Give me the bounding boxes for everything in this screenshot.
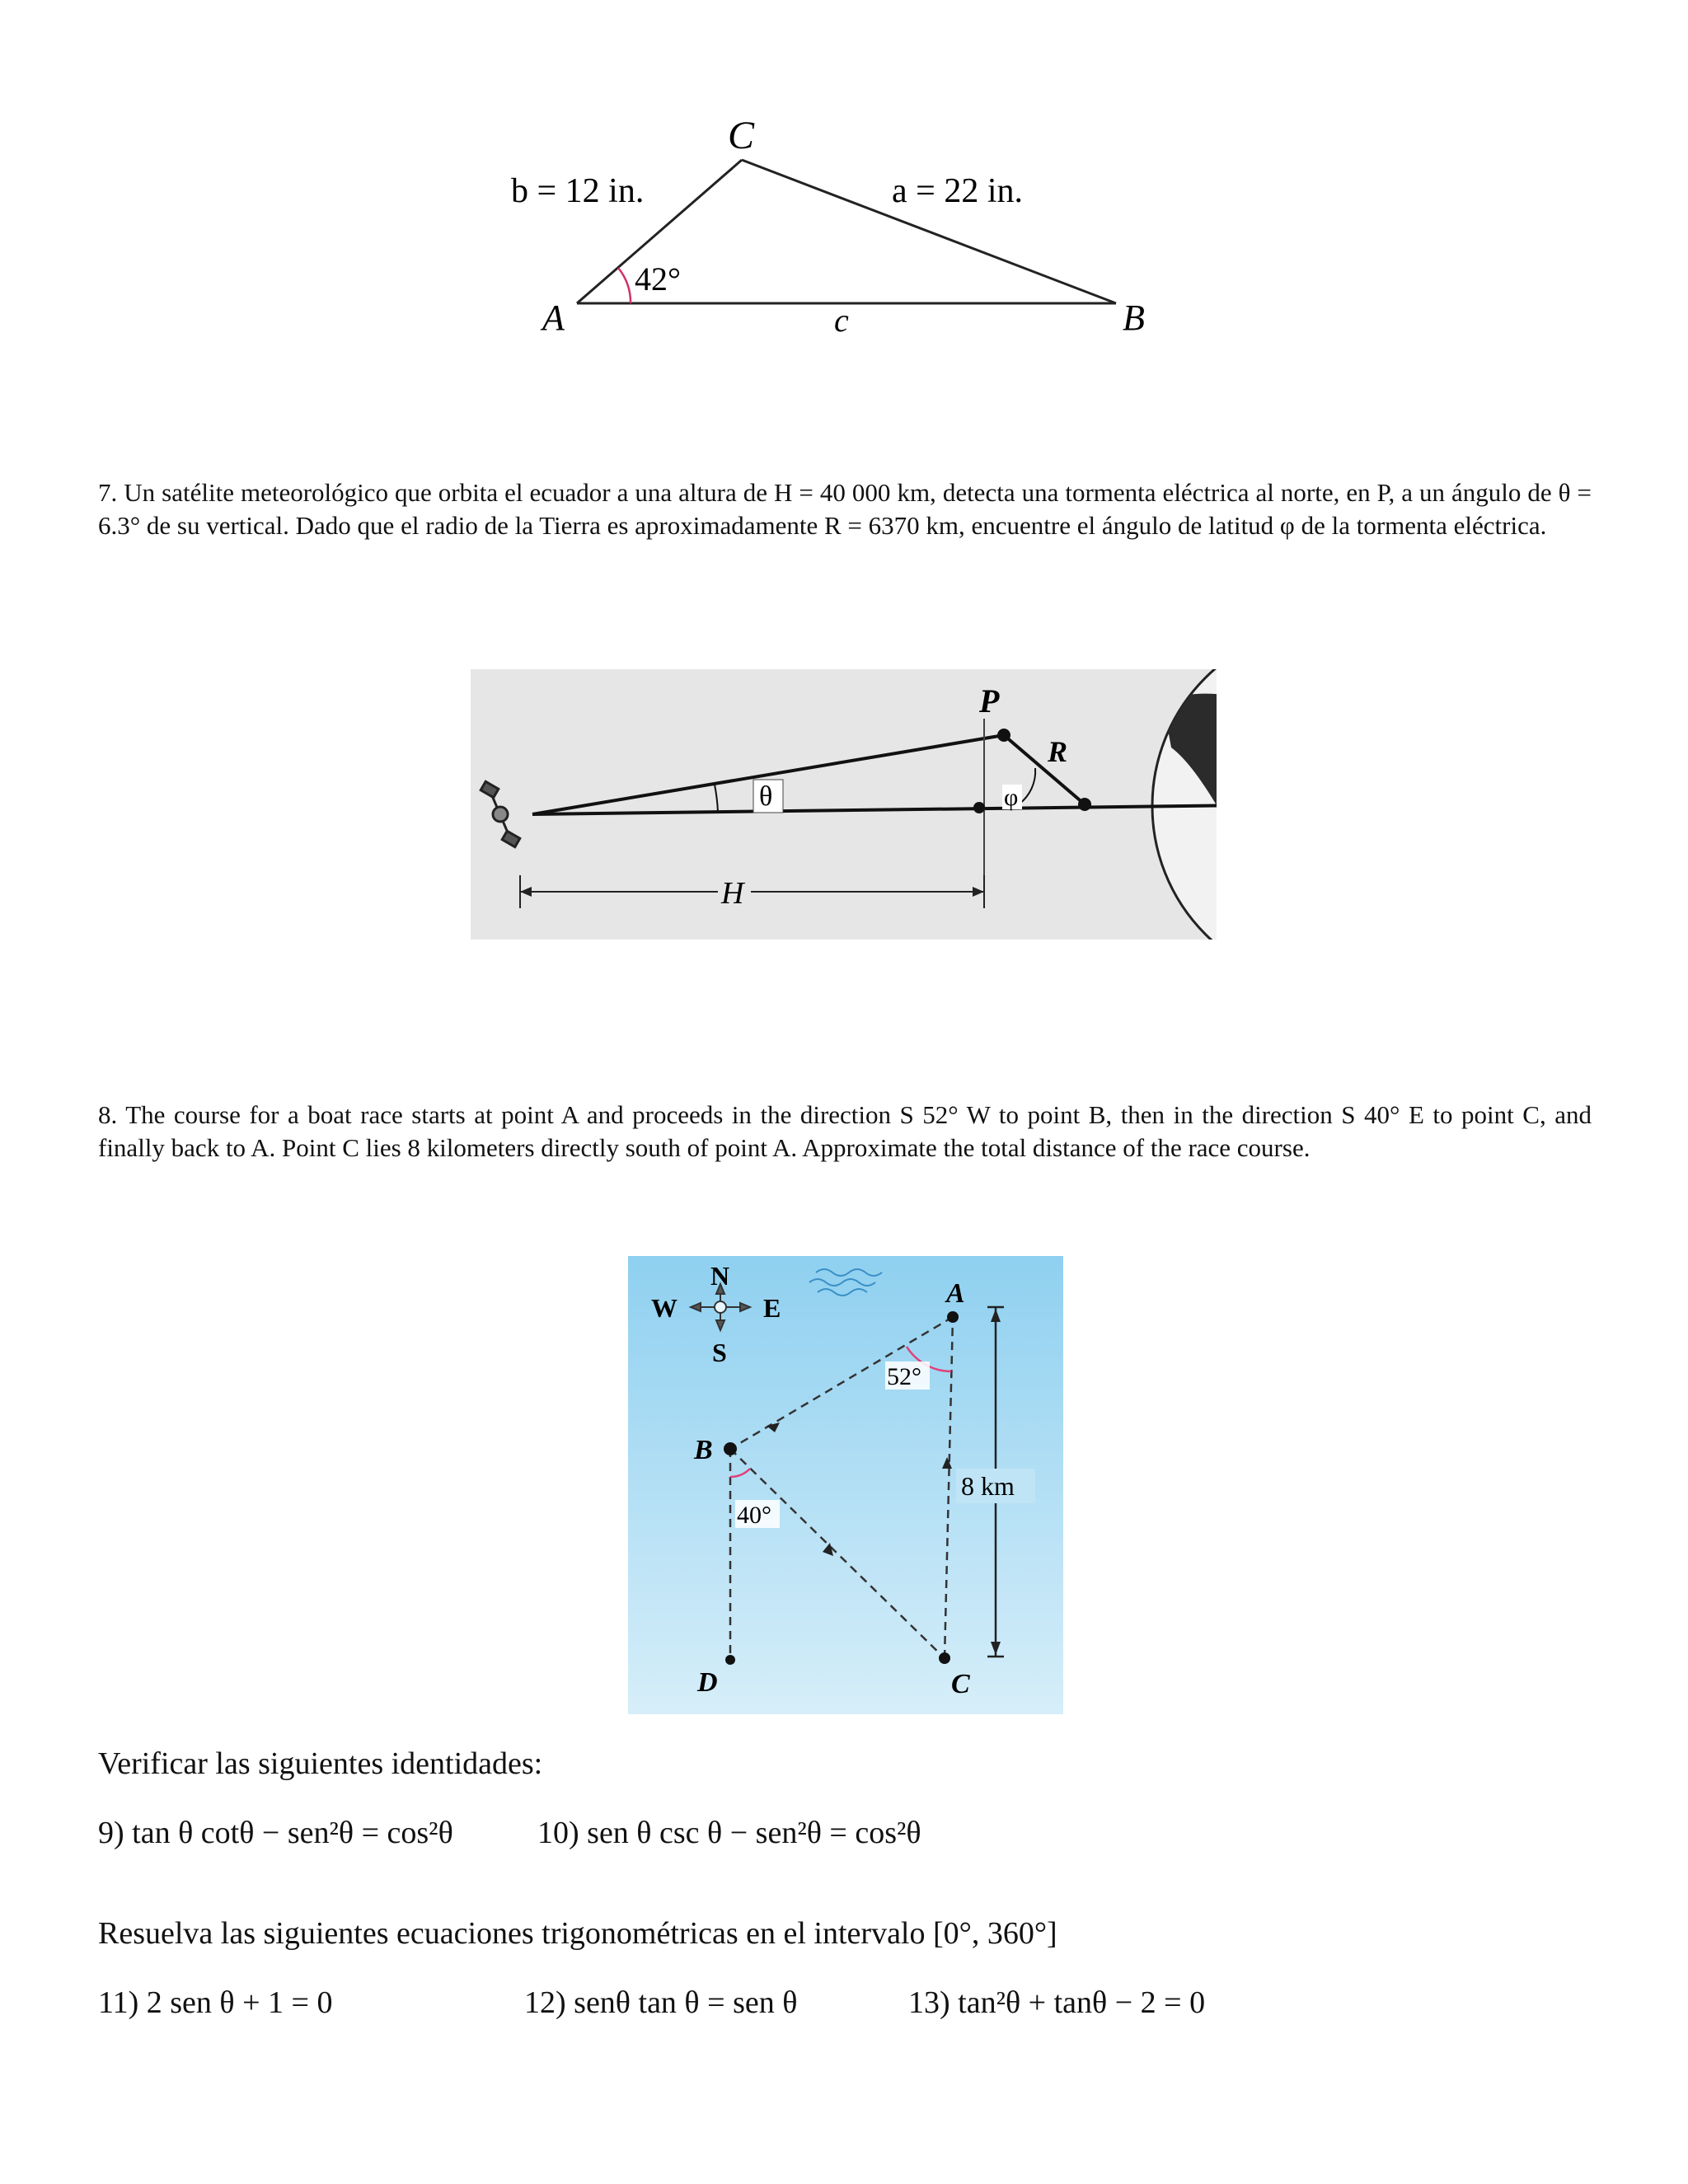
label-c: C — [951, 1669, 970, 1699]
problem-7-text: 7. Un satélite meteorológico que orbita el ecuador a una altura de H = 40 000 km, detecta una tormenta eléctrica al norte, en P, a un ángulo de θ = 6.3° de su vertical. Dado que el radio de la Tierra es aproximadamente R = 6370 km, encuentre el ángulo de latitud φ de la tormenta eléctrica. — [98, 478, 1592, 540]
point-a — [947, 1311, 959, 1323]
vertex-c-label: C — [728, 114, 755, 157]
equations-heading: Resuelva las siguientes ecuaciones trigonométricas en el intervalo [0°, 360°] — [98, 1916, 1057, 1951]
angle-a-arc — [618, 268, 631, 303]
boat-race-figure — [628, 1256, 1063, 1714]
label-b: B — [694, 1435, 713, 1465]
side-a-label: a = 22 in. — [892, 172, 1023, 210]
point-d — [725, 1655, 735, 1665]
identity-9: 9) tan θ cotθ − sen²θ = cos²θ — [98, 1816, 453, 1850]
angle-a-label: 42° — [635, 260, 681, 298]
side-b-label: b = 12 in. — [511, 172, 645, 210]
equation-11: 11) 2 sen θ + 1 = 0 — [98, 1985, 333, 2020]
side-c-label: c — [834, 302, 849, 339]
problem-8-text: 8. The course for a boat race starts at point A and proceeds in the direction S 52° W to point B, then in the direction S 40° E to point C, and finally back to A. Point C lies 8 kilometers directly south of point A. Approximate the total distance of the race course. — [98, 1100, 1592, 1162]
equation-13: 13) tan²θ + tanθ − 2 = 0 — [908, 1985, 1206, 2020]
compass-s: S — [712, 1338, 727, 1367]
compass-n: N — [710, 1261, 730, 1291]
angle-52-label: 52° — [887, 1363, 921, 1390]
point-b — [724, 1442, 737, 1455]
label-r: R — [1048, 735, 1068, 768]
identity-10: 10) sen θ csc θ − sen²θ = cos²θ — [537, 1816, 921, 1850]
point-p — [997, 729, 1010, 742]
label-d: D — [697, 1667, 718, 1698]
compass-e: E — [763, 1293, 781, 1323]
label-p: P — [979, 682, 1000, 719]
vertex-b-label: B — [1123, 298, 1145, 338]
equation-12: 12) senθ tan θ = sen θ — [524, 1985, 798, 2020]
earth-center-point — [1078, 798, 1091, 811]
point-c — [939, 1652, 950, 1664]
label-theta: θ — [759, 781, 773, 812]
angle-40-label: 40° — [737, 1502, 771, 1529]
satellite-figure — [471, 669, 1217, 940]
label-phi: φ — [1004, 784, 1019, 811]
label-a: A — [946, 1278, 965, 1309]
surface-point — [973, 802, 985, 813]
distance-8km: 8 km — [961, 1471, 1015, 1501]
identities-heading: Verificar las siguientes identidades: — [98, 1746, 543, 1781]
label-h: H — [721, 876, 744, 911]
compass-w: W — [651, 1293, 678, 1323]
vertex-a-label: A — [542, 298, 565, 338]
triangle-figure — [495, 107, 1170, 346]
